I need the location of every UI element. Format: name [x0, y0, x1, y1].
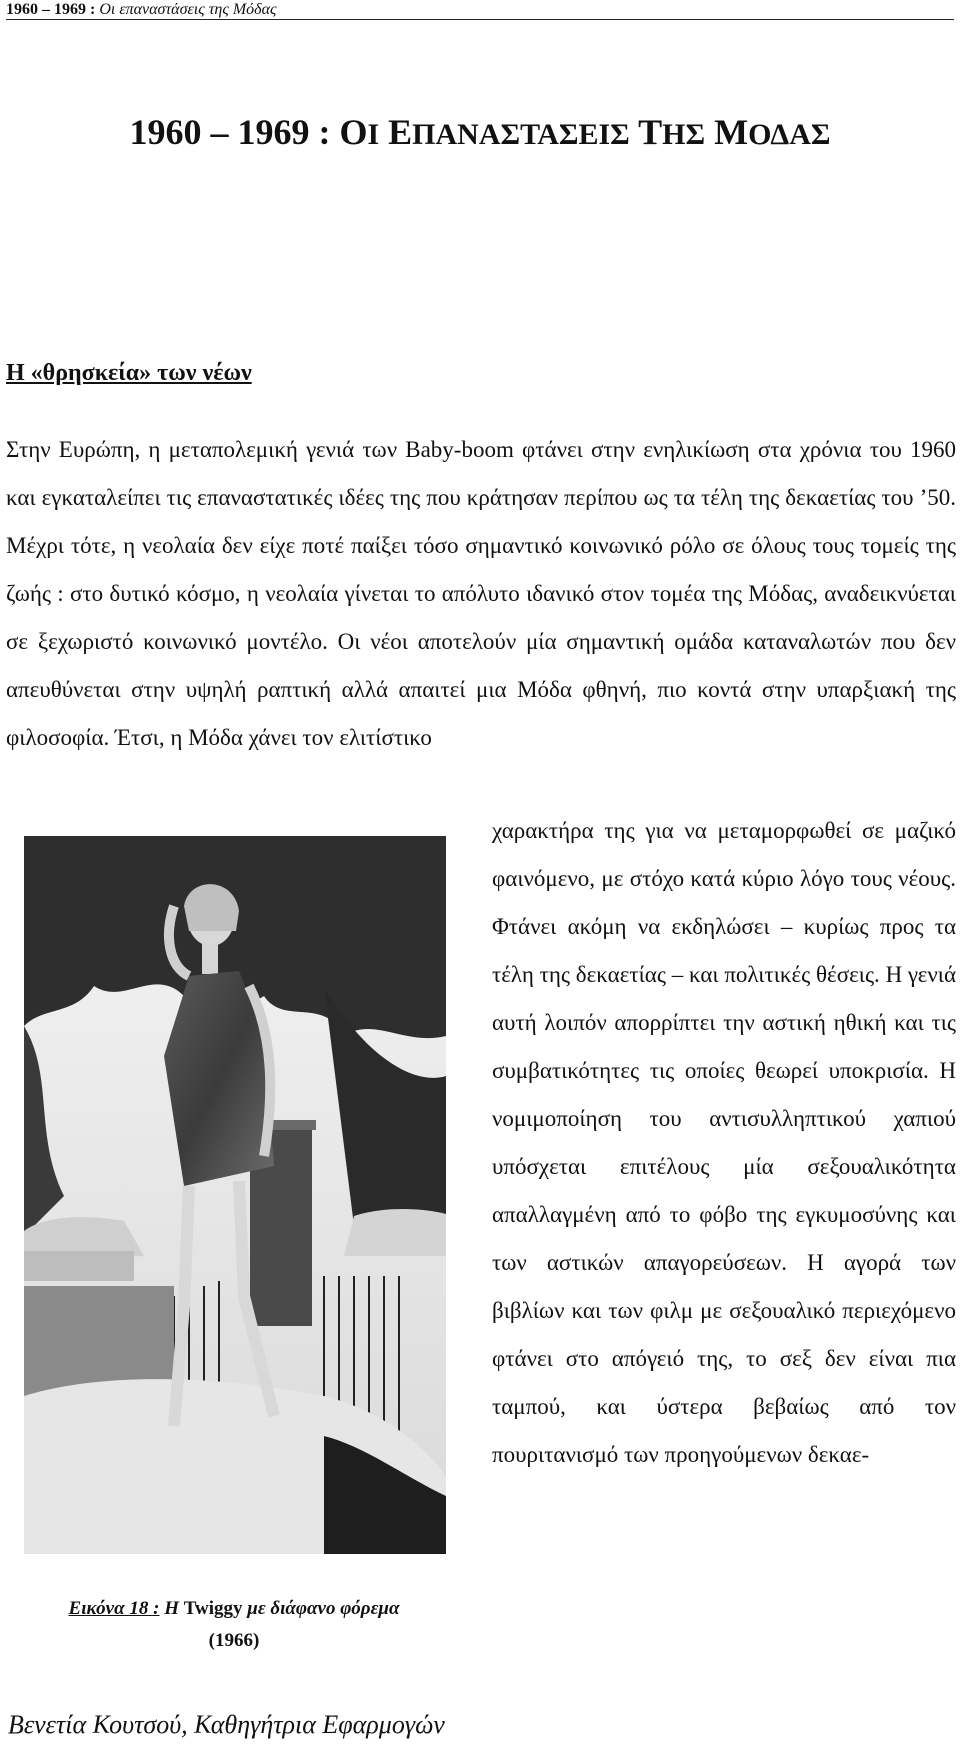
figure-caption [14, 1593, 454, 1657]
body-text-continuation: Έτσι, η Μόδα χάνει τον ελιτίστικο [115, 725, 432, 750]
running-header [6, 0, 954, 20]
body-paragraph-intro [6, 426, 956, 762]
twiggy-photo [24, 836, 446, 1554]
title-part: Μ [705, 112, 749, 152]
running-header-years: 1960 – 1969 : [6, 1, 96, 18]
title-part: Τ [629, 112, 663, 152]
figure-photo [24, 836, 446, 1564]
caption-article: Η [164, 1598, 179, 1619]
title-part: Ι [367, 118, 380, 151]
title-part: 1960 – 1969 : Ο [129, 112, 368, 152]
caption-subject: Twiggy [183, 1598, 243, 1619]
title-part: ΗΣ [662, 118, 706, 151]
section-heading: Η «θρησκεία» των νέων [6, 360, 252, 386]
running-header-title: Οι επαναστάσεις της Μόδας [99, 1, 277, 18]
caption-year: (1966) [208, 1630, 260, 1651]
title-part: ΠΑΝΑΣΤΑΣΕΙΣ [412, 118, 630, 151]
title-part: Ε [379, 112, 413, 152]
caption-description: με διάφανο φόρεμα [247, 1598, 400, 1619]
body-paragraph-right-column: χαρακτήρα της για να μεταμορφωθεί σε μαζικό φαινόμενο, με στόχο κατά κύριο λόγο τους νέους. Φτάνει ακόμη να εκδηλώσει – κυρίως προς τα τέλη της δεκαετίας – και πολιτικές θέσεις. Η γενιά αυτή λοιπόν απορρίπτει την αστική ηθική και τις συμβατικότητες τις οποίες θεωρεί υποκρισία. Η νομιμοποίηση του αντισυλληπτικού χαπιού υπόσχεται επιτέλους μία σεξουαλικότητα απαλλαγμένη από το φόβο της εγκυμοσύνης και των αστικών απαγορεύσεων. Η αγορά των βιβλίων και των φιλμ με σεξουαλικό περιεχόμενο φτάνει στο απόγειό της, το σεξ δεν είναι πια ταμπού, και ύστερα βεβαίως από τον πουριτανισμό των προηγούμενων δεκαε- [492, 818, 956, 1467]
page-title [0, 108, 960, 159]
title-part: ΟΔΑΣ [748, 118, 831, 151]
caption-label: Εικόνα 18 : [68, 1598, 160, 1619]
footer-author: Βενετία Κουτσού, Καθηγήτρια Εφαρμογών [8, 1710, 445, 1739]
body-text: Στην Ευρώπη, η μεταπολεμική γενιά των Baby-boom φτάνει στην ενηλικίωση στα χρόνια του 1960 και εγκαταλείπει τις επαναστατικές ιδέες της που κράτησαν περίπου ως τα τέλη της δεκαετίας του ’50. Μέχρι τότε, η νεολαία δεν είχε ποτέ παίξει τόσο σημαντικό κοινωνικό ρόλο σε όλους τους τομείς της ζωής : στο δυτικό κόσμο, η νεολαία γίνεται το απόλυτο ιδανικό στον τομέα της Μόδας, αναδεικνύεται σε ξεχωριστό κοινωνικό μοντέλο. Οι νέοι αποτελούν μία σημαντική ομάδα καταναλωτών που δεν απευθύνεται στην υψηλή ραπτική αλλά απαιτεί μια Μόδα φθηνή, πιο κοντά στην υπαρξιακή της φιλοσοφία. [6, 437, 956, 750]
